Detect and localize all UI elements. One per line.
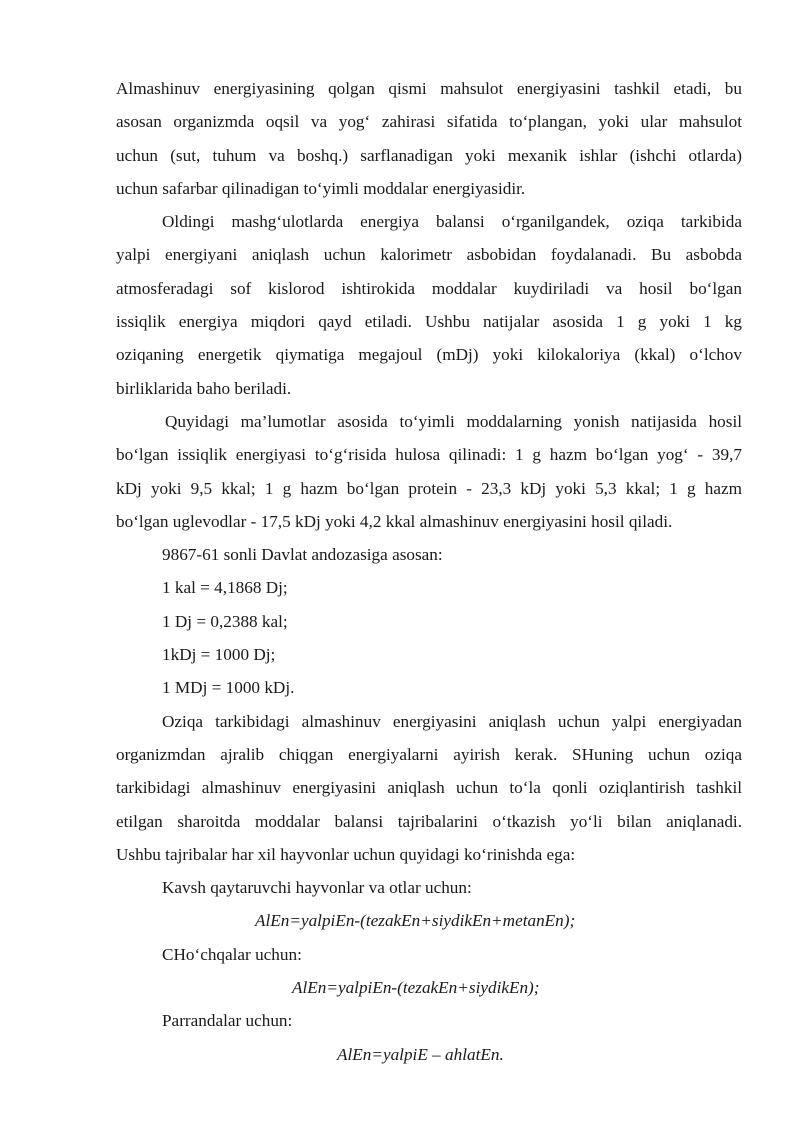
paragraph-1-line-1: Almashinuv energiyasining qolgan qismi mahsulot energiyasini tashkil etadi, bu — [116, 79, 742, 98]
paragraph-1-line-3: uchun (sut, tuhum va boshq.) sarflanadigan yoki mexanik ishlar (ishchi otlarda) — [116, 145, 742, 165]
unit-conversion-4: 1 MDj = 1000 kDj. — [162, 678, 295, 698]
paragraph-4-line-4: etilgan sharoitda moddalar balansi tajribalarini o‘tkazish yo‘li bilan aniqlanadi. — [116, 811, 742, 831]
paragraph-4-line-1: Oziqa tarkibidagi almashinuv energiyasini aniqlash uchun yalpi energiyadan — [162, 711, 742, 731]
formula-poultry: AlEn=yalpiE – ahlatEn. — [337, 1044, 504, 1064]
paragraph-3-line-3: kDj yoki 9,5 kkal; 1 g hazm bo‘lgan protein - 23,3 kDj yoki 5,3 kkal; 1 g hazm — [116, 478, 742, 498]
unit-conversion-2: 1 Dj = 0,2388 kal; — [162, 611, 288, 631]
unit-conversion-3: 1kDj = 1000 Dj; — [162, 645, 276, 665]
paragraph-2-line-6: birliklarida baho beriladi. — [116, 378, 292, 398]
paragraph-3-line-1: Quyidagi ma’lumotlar asosida to‘yimli moddalarning yonish natijasida hosil — [165, 411, 742, 431]
standard-reference: 9867-61 sonli Davlat andozasiga asosan: — [162, 545, 443, 565]
paragraph-2-line-1: Oldingi mashg‘ulotlarda energiya balansi o‘rganilgandek, oziqa tarkibida — [162, 212, 742, 232]
paragraph-1-line-2: asosan organizmda oqsil va yog‘ zahirasi sifatida to‘plangan, yoki ular mahsulot — [116, 112, 742, 132]
paragraph-2-line-5: oziqaning energetik qiymatiga megajoul (mDj) yoki kilokaloriya (kkal) o‘lchov — [116, 345, 742, 365]
pigs-heading: CHo‘chqalar uchun: — [162, 944, 302, 964]
paragraph-4-line-5: Ushbu tajribalar har xil hayvonlar uchun quyidagi ko‘rinishda ega: — [116, 844, 576, 864]
document-page — [116, 72, 742, 1071]
paragraph-4-line-2: organizmdan ajralib chiqgan energiyalarni ayirish kerak. SHuning uchun oziqa — [116, 744, 742, 764]
paragraph-4-line-3: tarkibidagi almashinuv energiyasini aniqlash uchun to‘la qonli oziqlantirish tashkil — [116, 778, 742, 798]
paragraph-2-line-4: issiqlik energiya miqdori qayd etiladi. Ushbu natijalar asosida 1 g yoki 1 kg — [116, 312, 742, 332]
paragraph-2-line-2: yalpi energiyani aniqlash uchun kalorimetr asbobidan foydalanadi. Bu asbobda — [116, 245, 742, 265]
paragraph-3-line-2: bo‘lgan issiqlik energiyasi to‘g‘risida hulosa qilinadi: 1 g hazm bo‘lgan yog‘ - 39,7 — [116, 445, 742, 465]
ruminants-heading: Kavsh qaytaruvchi hayvonlar va otlar uchun: — [162, 878, 472, 898]
paragraph-2-line-3: atmosferadagi sof kislorod ishtirokida moddalar kuydiriladi va hosil bo‘lgan — [116, 278, 742, 298]
paragraph-1-line-4: uchun safarbar qilinadigan to‘yimli moddalar energiyasidir. — [116, 178, 526, 198]
unit-conversion-1: 1 kal = 4,1868 Dj; — [162, 578, 288, 598]
formula-ruminants: AlEn=yalpiEn-(tezakEn+siydikEn+metanEn); — [255, 911, 576, 931]
poultry-heading: Parrandalar uchun: — [162, 1011, 293, 1031]
paragraph-3-line-4: bo‘lgan uglevodlar - 17,5 kDj yoki 4,2 kkal almashinuv energiyasini hosil qiladi. — [116, 511, 673, 531]
formula-pigs: AlEn=yalpiEn-(tezakEn+siydikEn); — [292, 978, 540, 998]
